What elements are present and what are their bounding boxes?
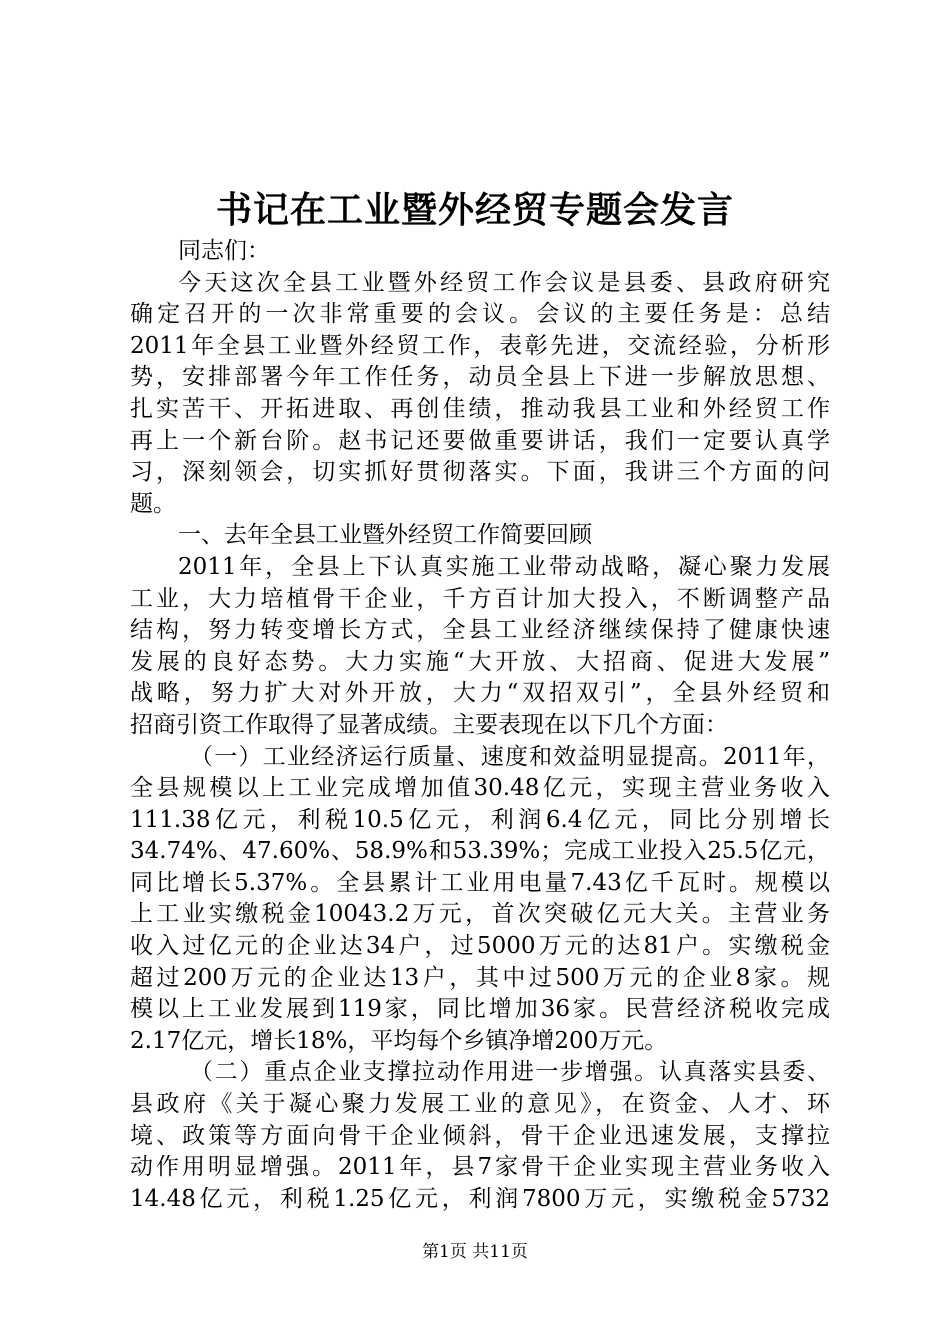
text-line: 结构，努力转变增长方式，全县工业经济继续保持了健康快速 — [130, 617, 830, 644]
subsection-line: （一）工业经济运行质量、速度和效益明显提高。2011年， — [190, 743, 830, 770]
text-line: 14.48亿元，利税1.25亿元，利润7800万元，实缴税金5732 — [130, 1185, 830, 1212]
text-line: 战略，努力扩大对外开放，大力“双招双引”，全县外经贸和 — [130, 680, 830, 707]
text-line: 题。 — [130, 490, 176, 517]
text-line: 确定召开的一次非常重要的会议。会议的主要任务是：总结 — [130, 301, 830, 328]
text-line: 扎实苦干、开拓进取、再创佳绩，推动我县工业和外经贸工作 — [130, 395, 830, 422]
text-line: 模以上工业发展到119家，同比增加36家。民营经济税收完成 — [130, 996, 830, 1023]
text-line: 2011年，全县上下认真实施工业带动战略，凝心聚力发展 — [178, 553, 830, 580]
text-line: 招商引资工作取得了显著成绩。主要表现在以下几个方面： — [130, 711, 728, 738]
text-line: 工业，大力培植骨干企业，千方百计加大投入，不断调整产品 — [130, 585, 830, 612]
text-line: 习，深刻领会，切实抓好贯彻落实。下面，我讲三个方面的问 — [130, 459, 830, 486]
salutation-line: 同志们： — [178, 238, 270, 264]
document-body — [130, 236, 830, 1215]
text-line: 发展的良好态势。大力实施“大开放、大招商、促进大发展” — [130, 648, 830, 675]
document-title: 书记在工业暨外经贸专题会发言 — [215, 189, 734, 231]
subsection-line: （二）重点企业支撑拉动作用进一步增强。认真落实县委、 — [190, 1059, 830, 1086]
text-line: 上工业实缴税金10043.2万元，首次突破亿元大关。主营业务 — [130, 901, 830, 928]
text-line: 2.17亿元，增长18%，平均每个乡镇净增200万元。 — [130, 1027, 668, 1054]
text-line: 今天这次全县工业暨外经贸工作会议是县委、县政府研究 — [178, 269, 830, 296]
text-line: 境、政策等方面向骨干企业倾斜，骨干企业迅速发展，支撑拉 — [130, 1122, 830, 1149]
text-line: 超过200万元的企业达13户，其中过500万元的企业8家。规 — [130, 964, 830, 991]
text-line: 2011年全县工业暨外经贸工作，表彰先进，交流经验，分析形 — [130, 332, 830, 359]
text-line: 34.74%、47.60%、58.9%和53.39%；完成工业投入25.5亿元， — [130, 838, 830, 865]
text-line: 全县规模以上工业完成增加值30.48亿元，实现主营业务收入 — [130, 775, 830, 802]
text-line: 收入过亿元的企业达34户，过5000万元的达81户。实缴税金 — [130, 933, 830, 960]
text-line: 111.38亿元，利税10.5亿元，利润6.4亿元，同比分别增长 — [130, 806, 830, 833]
text-line: 动作用明显增强。2011年，县7家骨干企业实现主营业务收入 — [130, 1154, 830, 1181]
section-heading: 一、去年全县工业暨外经贸工作简要回顾 — [178, 522, 592, 549]
page-number-footer: 第1页 共11页 — [422, 1242, 528, 1262]
text-line: 同比增长5.37%。全县累计工业用电量7.43亿千瓦时。规模以 — [130, 869, 830, 896]
text-line: 再上一个新台阶。赵书记还要做重要讲话，我们一定要认真学 — [130, 427, 830, 454]
text-line: 县政府《关于凝心聚力发展工业的意见》，在资金、人才、环 — [130, 1091, 830, 1118]
text-line: 势，安排部署今年工作任务，动员全县上下进一步解放思想、 — [130, 364, 830, 391]
